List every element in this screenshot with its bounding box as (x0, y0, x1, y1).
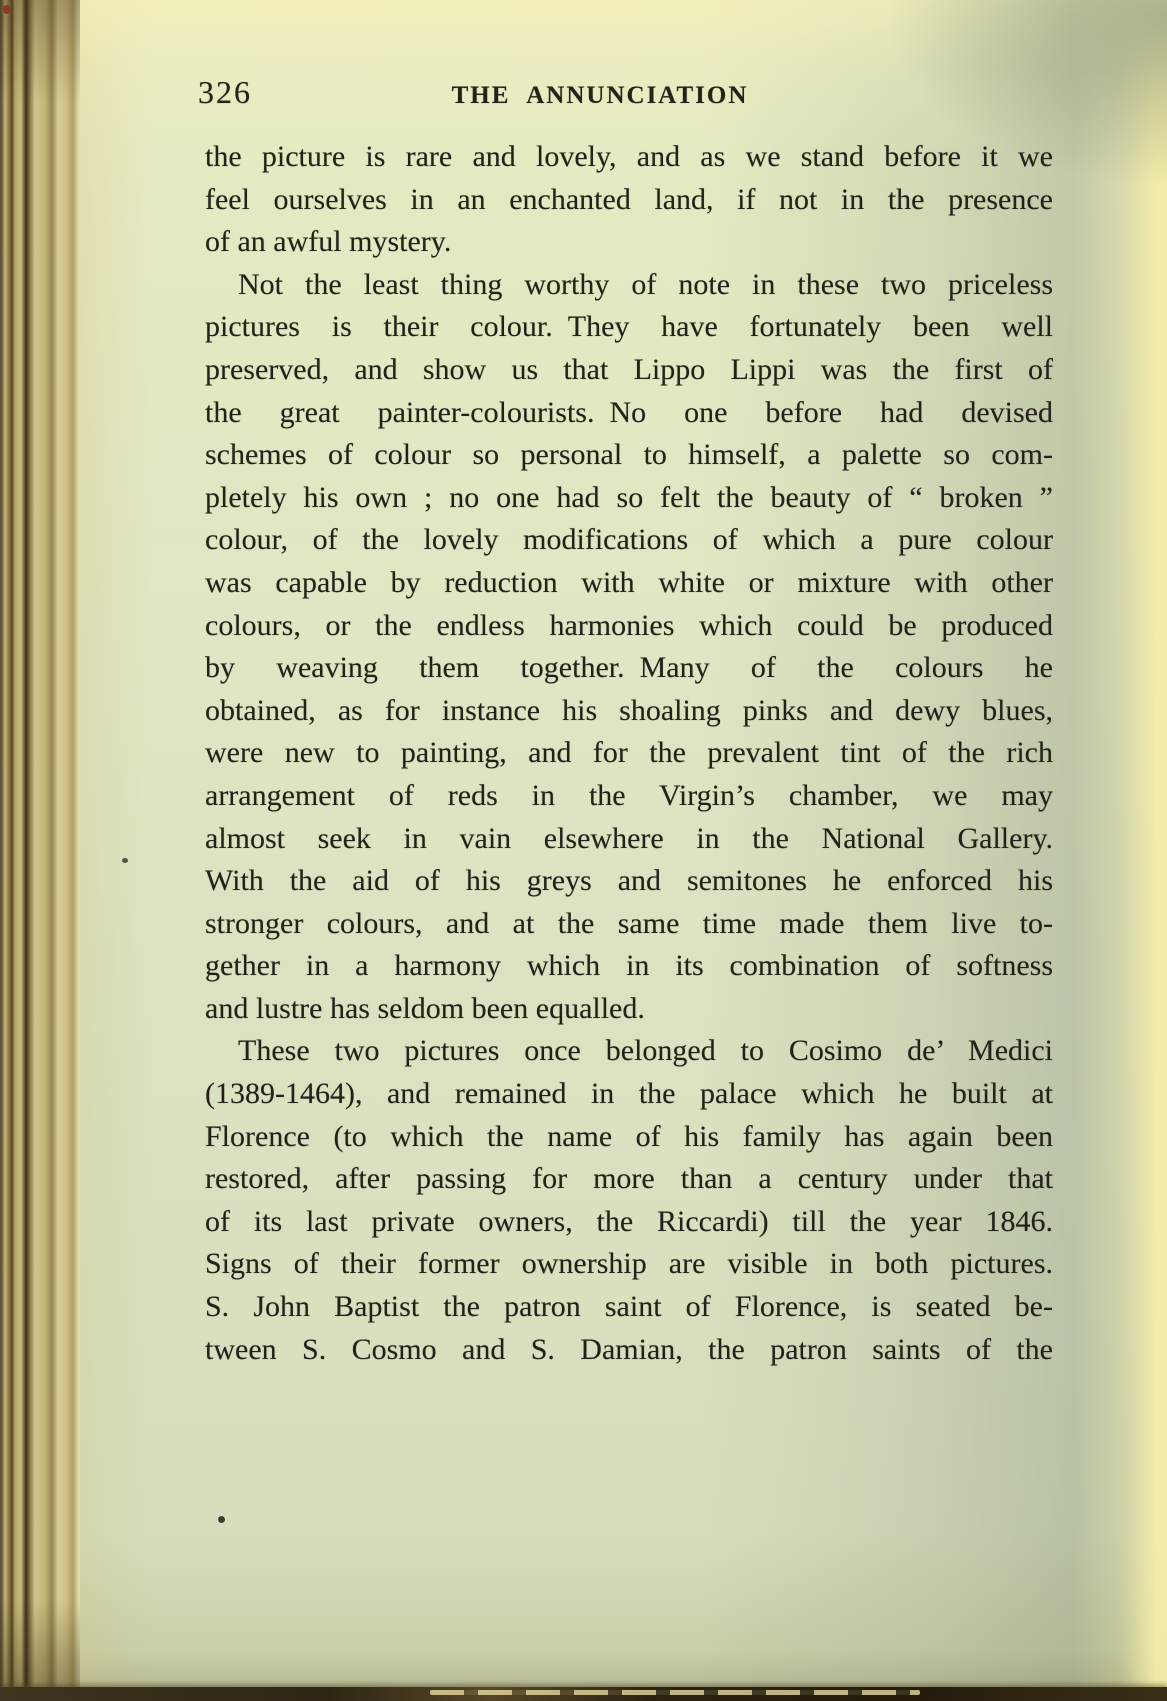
binding-red-speck (3, 5, 10, 14)
text-line: by weaving them together. Many of the colours he (205, 651, 1053, 685)
text-line: preserved, and show us that Lippo Lippi was the first of (205, 352, 1053, 386)
text-line: Florence (to which the name of his family has again been (205, 1119, 1053, 1153)
text-line: feel ourselves in an enchanted land, if not in the presence (205, 182, 1053, 216)
text-line: was capable by reduction with white or mixture with other (205, 565, 1053, 599)
text-line: arrangement of reds in the Virgin’s chamber, we may (205, 778, 1053, 812)
ink-speck (122, 858, 128, 863)
text-line: Signs of their former ownership are visible in both pictures. (205, 1247, 1053, 1281)
text-line: S. John Baptist the patron saint of Florence, is seated be- (205, 1290, 1053, 1324)
text-line: stronger colours, and at the same time made them live to- (205, 906, 1053, 940)
body-text (205, 136, 1053, 1371)
text-line: of an awful mystery. (205, 225, 452, 259)
text-line: of its last private owners, the Riccardi) till the year 1846. (205, 1204, 1053, 1238)
book-binding-edge (0, 0, 80, 1701)
text-line: Not the least thing worthy of note in these two priceless (238, 267, 1053, 301)
next-page-edge-highlight (430, 1690, 920, 1695)
text-line: the great painter-colourists. No one before had devised (205, 395, 1053, 429)
text-line: schemes of colour so personal to himself, a palette so com- (205, 438, 1053, 472)
page-number: 326 (198, 74, 252, 110)
text-line: With the aid of his greys and semitones he enforced his (205, 864, 1053, 898)
text-line: colour, of the lovely modifications of which a pure colour (205, 523, 1053, 557)
page-bottom-edge (0, 1687, 1167, 1701)
ink-speck (218, 1516, 225, 1523)
text-line: tween S. Cosmo and S. Damian, the patron saints of the (205, 1332, 1053, 1366)
text-line: (1389-1464), and remained in the palace which he built at (205, 1077, 1053, 1111)
text-line: restored, after passing for more than a century under that (205, 1162, 1053, 1196)
running-header: THE ANNUNCIATION (451, 82, 749, 109)
text-line: pictures is their colour. They have fortunately been well (205, 310, 1053, 344)
text-line: almost seek in vain elsewhere in the National Gallery. (205, 821, 1053, 855)
text-line: the picture is rare and lovely, and as we stand before it we (205, 140, 1053, 173)
text-line: colours, or the endless harmonies which could be produced (205, 608, 1053, 642)
text-line: and lustre has seldom been equalled. (205, 991, 645, 1025)
text-line: were new to painting, and for the prevalent tint of the rich (205, 736, 1053, 770)
text-line: pletely his own ; no one had so felt the beauty of “ broken ” (205, 480, 1053, 514)
text-line: obtained, as for instance his shoaling pinks and dewy blues, (205, 693, 1053, 727)
text-line: These two pictures once belonged to Cosimo de’ Medici (238, 1034, 1053, 1068)
text-line: gether in a harmony which in its combination of softness (205, 949, 1053, 983)
